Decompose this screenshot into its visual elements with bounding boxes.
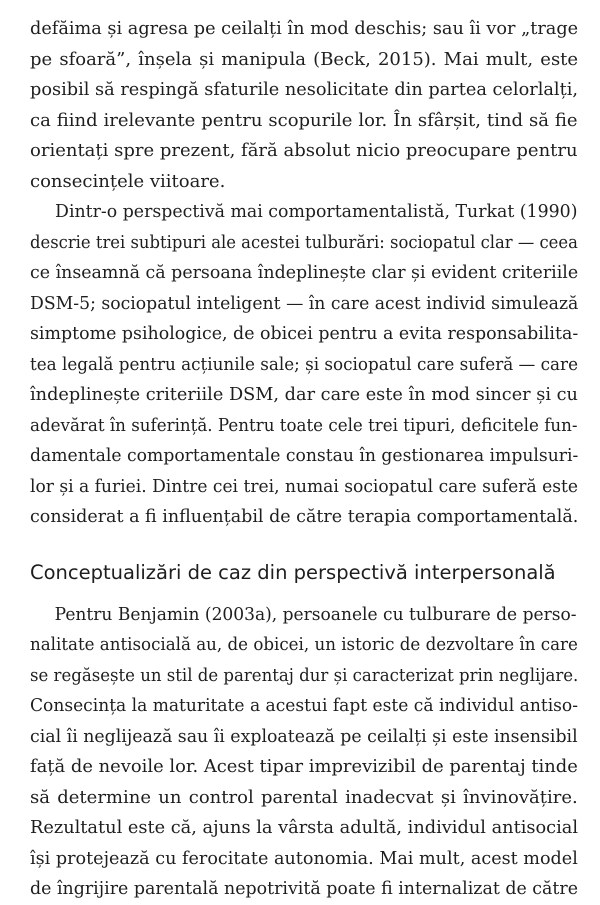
text-line: se regăsește un stil de parentaj dur și caracterizat prin neglijare.: [30, 664, 579, 686]
text-line: își protejează cu ferocitate autonomia. Mai mult, acest model: [30, 847, 578, 869]
text-line: nalitate antisocială au, de obicei, un istoric de dezvoltare în care: [30, 634, 578, 655]
text-line: descrie trei subtipuri ale acestei tulburări: sociopatul clar — ceea: [30, 231, 578, 253]
text-line: orientați spre prezent, fără absolut nicio preocupare pentru: [30, 140, 578, 161]
paragraph-1: [30, 14, 578, 197]
text-line: lor și a furiei. Dintre cei trei, numai sociopatul care suferă este: [30, 475, 578, 497]
text-line: Consecința la maturitate a acestui fapt este că individul antiso-: [30, 695, 578, 716]
text-line: cial îi neglijează sau îi exploatează pe ceilalți și este insensibil: [30, 725, 578, 747]
text-line: pe sfoară”, înșela și manipula (Beck, 2015). Mai mult, este: [30, 48, 579, 70]
text-line: posibil să respingă sfaturile nesolicitate din partea celorlalți,: [30, 79, 578, 100]
section-heading: Conceptualizări de caz din perspectivă interpersonală: [30, 560, 556, 584]
text-line: să determine un control parental inadecvat și învinovățire.: [30, 786, 578, 808]
text-line: damentale comportamentale constau în gestionarea impulsuri-: [30, 445, 579, 466]
paragraph-2: [30, 197, 578, 533]
text-line: defăima și agresa pe ceilalți în mod deschis; sau îi vor „trage: [30, 18, 579, 39]
text-line: ce înseamnă că persoana îndeplinește clar și evident criteriile: [30, 262, 579, 283]
text-line: îndeplinește criteriile DSM, dar care este în mod sincer și cu: [30, 384, 578, 405]
text-line: de îngrijire parentală nepotrivită poate fi internalizat de către: [30, 878, 579, 899]
text-line: adevărat în suferință. Pentru toate cele trei tipuri, deficitele fun-: [30, 414, 578, 436]
text-line: tea legală pentru acțiunile sale; și sociopatul care suferă — care: [30, 353, 579, 375]
text-line: Rezultatul este că, ajuns la vârsta adultă, individul antisocial: [30, 817, 579, 838]
text-line: față de nevoile lor. Acest tipar imprevizibil de parentaj tinde: [30, 756, 578, 777]
text-line: considerat a fi influențabil de către terapia comportamentală.: [30, 506, 579, 527]
text-line: simptome psihologice, de obicei pentru a evita responsabilita-: [30, 323, 579, 344]
text-line: ca fiind irelevante pentru scopurile lor. În sfârșit, tind să fie: [30, 109, 578, 131]
text-line: Dintr-o perspectivă mai comportamentalistă, Turkat (1990): [55, 201, 578, 222]
text-line: DSM-5; sociopatul inteligent — în care acest individ simulează: [30, 292, 579, 314]
text-line: Pentru Benjamin (2003a), persoanele cu tulburare de perso-: [54, 603, 577, 625]
paragraph-3: [30, 600, 578, 905]
text-line: consecințele viitoare.: [30, 170, 226, 192]
